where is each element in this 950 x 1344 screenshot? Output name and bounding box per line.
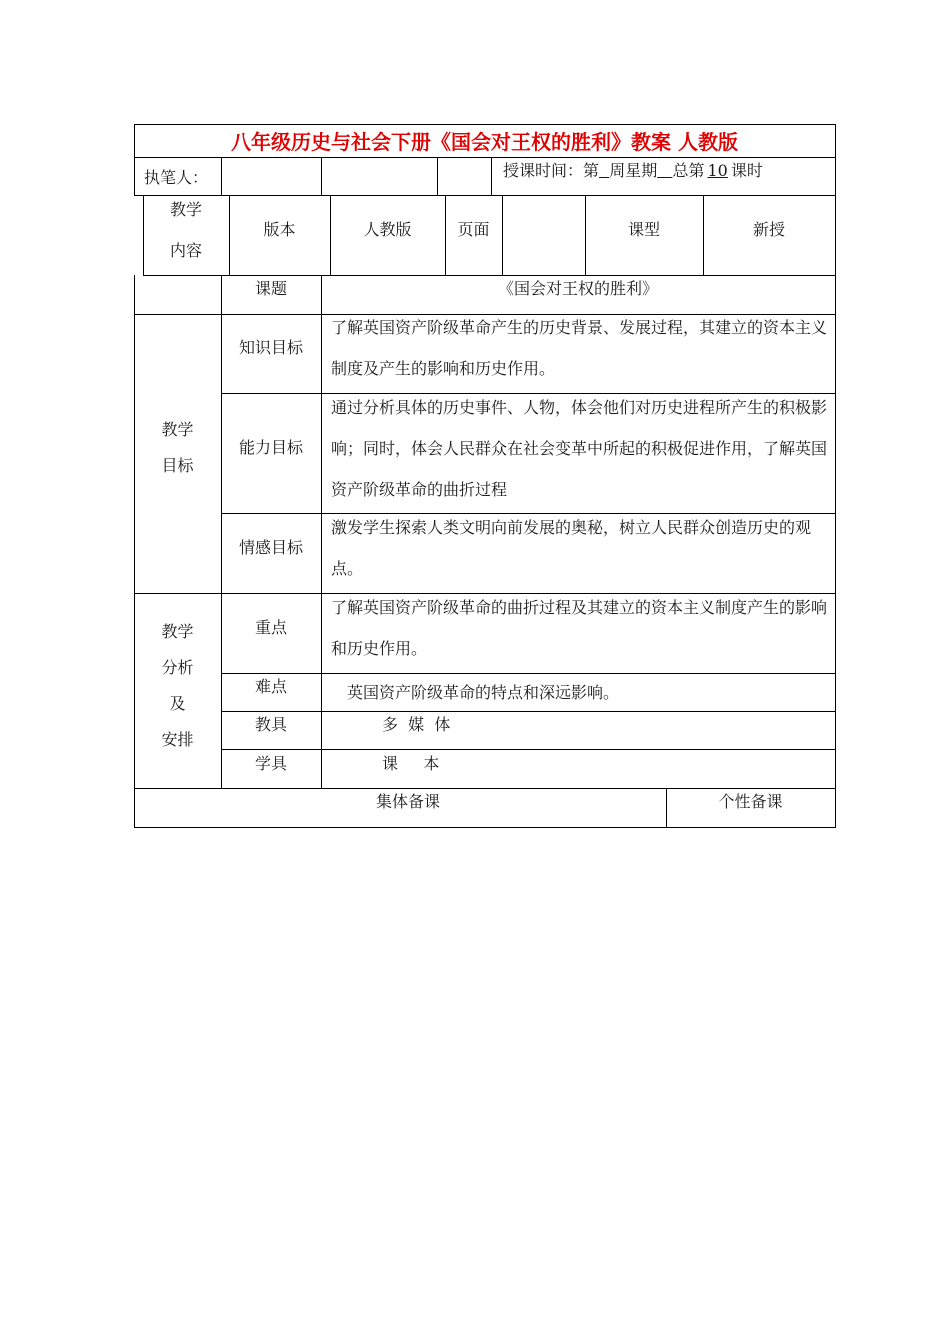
key-point-label: 重点 xyxy=(254,618,287,637)
class-time-blank-1 xyxy=(599,161,609,180)
class-time-week: 周星期 xyxy=(609,161,658,180)
key-point-text: 了解英国资产阶级革命的曲折过程及其建立的资本主义制度产生的影响和历史作用。 xyxy=(331,598,828,658)
class-time-blank-2 xyxy=(657,161,672,180)
teaching-tools-text: 多 媒 体 xyxy=(382,715,451,734)
student-tools-text: 课 本 xyxy=(382,754,440,773)
emotion-goal-text: 激发学生探索人类文明向前发展的奥秘，树立人民群众创造历史的观点。 xyxy=(331,518,812,578)
ability-goal-text: 通过分析具体的历史事件、人物，体会他们对历史进程所产生的积极影响；同时，体会人民群众在社会变革中所起的积极促进作用，了解英国资产阶级革命的曲折过程 xyxy=(331,398,828,499)
content-label-line-2: 内容 xyxy=(169,241,202,260)
class-time-suffix: 课时 xyxy=(730,161,763,180)
class-time-number: 10 xyxy=(707,161,728,180)
class-time-prefix: 授课时间：第 xyxy=(503,161,600,180)
collective-prep-label: 集体备课 xyxy=(375,792,440,811)
class-time xyxy=(503,161,763,181)
topic-label: 课题 xyxy=(254,279,287,298)
personal-prep-label: 个性备课 xyxy=(718,792,783,811)
emotion-goal-label: 情感目标 xyxy=(238,538,303,557)
page-label: 页面 xyxy=(457,220,490,239)
page-title: 八年级历史与社会下册《国会对王权的胜利》教案 人教版 xyxy=(231,130,738,154)
ability-goal-label: 能力目标 xyxy=(238,438,303,457)
topic-value: 《国会对王权的胜利》 xyxy=(497,279,658,298)
goals-label-line-1: 教学 xyxy=(161,420,194,439)
difficult-point-label: 难点 xyxy=(254,677,287,696)
lesson-type-value: 新授 xyxy=(752,220,785,239)
student-tools-label: 学具 xyxy=(254,754,287,773)
version-value: 人教版 xyxy=(363,220,412,239)
content-label-line-1: 教学 xyxy=(169,200,202,219)
knowledge-goal-text: 了解英国资产阶级革命产生的历史背景、发展过程，其建立的资本主义制度及产生的影响和历史作用。 xyxy=(331,318,828,378)
goals-label-line-2: 目标 xyxy=(161,456,194,475)
analysis-label-line-1: 教学 xyxy=(161,622,194,641)
analysis-label-line-4: 安排 xyxy=(161,730,194,749)
analysis-label-line-3: 及 xyxy=(169,694,186,713)
analysis-label-line-2: 分析 xyxy=(161,658,194,677)
class-time-total: 总第 xyxy=(672,161,705,180)
teaching-tools-label: 教具 xyxy=(254,715,287,734)
lesson-type-label: 课型 xyxy=(627,220,660,239)
author-label: 执笔人： xyxy=(144,168,209,187)
difficult-point-text: 英国资产阶级革命的特点和深远影响。 xyxy=(347,683,620,702)
knowledge-goal-label: 知识目标 xyxy=(238,338,303,357)
version-label: 版本 xyxy=(263,220,296,239)
